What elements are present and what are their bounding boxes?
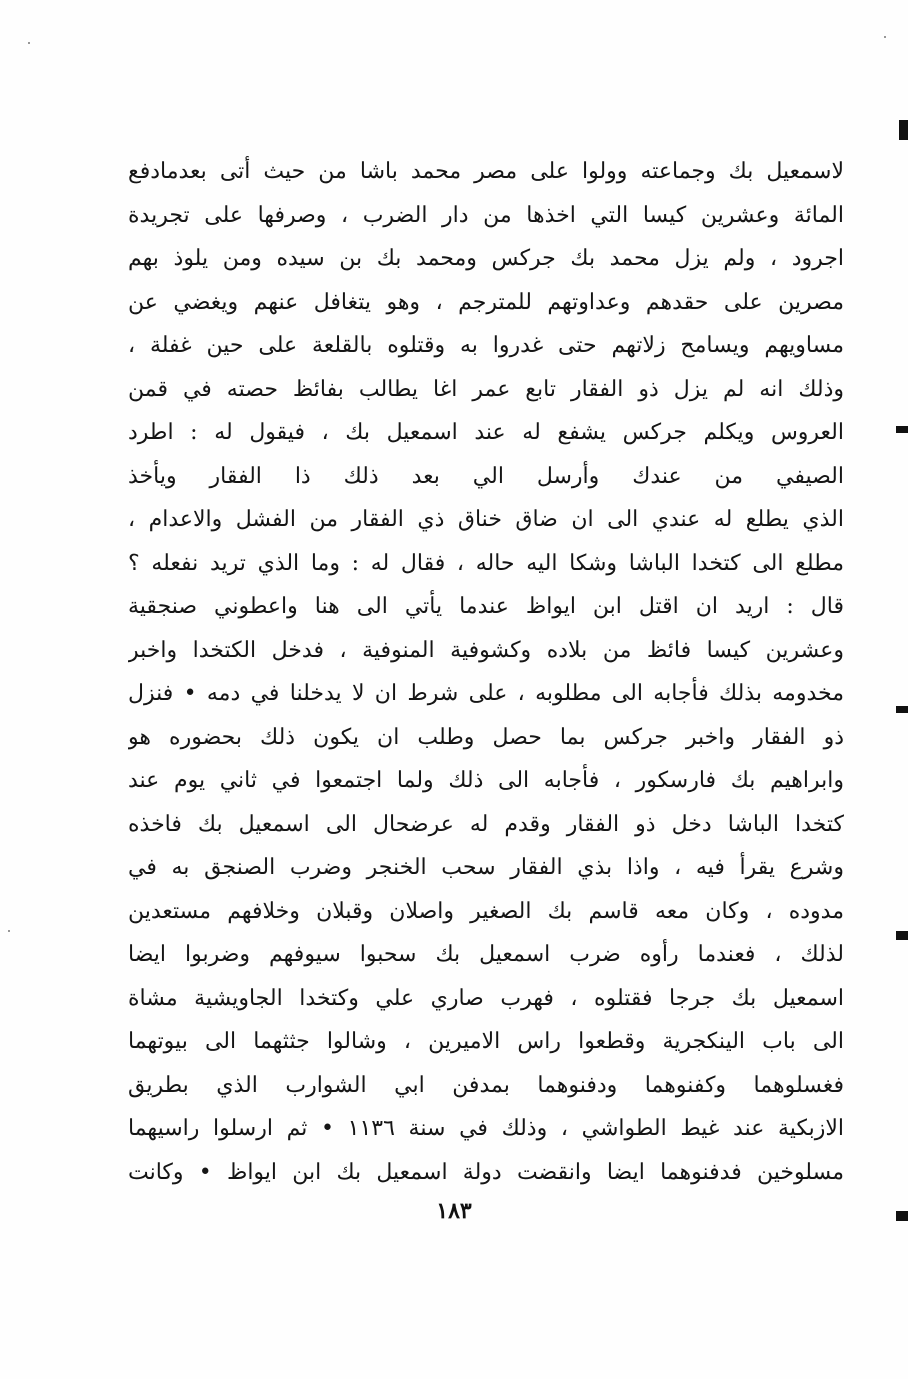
- text-line: الذي يطلع له عندي الى ان ضاق خناق ذي الفقار من الفشل والاعدام ،: [128, 507, 844, 532]
- text-line: مساويهم ويسامح زلاتهم حتى غدروا به وقتلوه بالقلعة على حين غفلة ،: [128, 333, 844, 358]
- scan-speck: [8, 930, 10, 932]
- text-line: الى باب الينكجرية وقطعوا راس الاميرين ، وشالوا جثثهما الى بيوتهما: [128, 1029, 844, 1054]
- text-line: وشرع يقرأ فيه ، واذا بذي الفقار سحب الخنجر وضرب الصنجق به في: [128, 855, 844, 880]
- text-line: وعشرين كيسا فائظ من بلاده وكشوفية المنوفية ، فدخل الكتخدا واخبر: [128, 637, 844, 663]
- text-line: لذلك ، فعندما رأوه ضرب اسمعيل بك سحبوا سيوفهم وضربوا ايضا: [128, 942, 844, 967]
- text-line: فغسلوهما وكفنوهما ودفنوهما بمدفن ابي الشوارب الذي بطريق: [128, 1072, 844, 1098]
- text-line: مدوده ، وكان معه قاسم بك الصغير واصلان وقبلان وخلافهم مستعدين: [128, 898, 844, 924]
- text-line: اسمعيل بك جرجا فقتلوه ، فهرب صاري علي وكتخدا الجاويشية مشاة: [128, 985, 844, 1011]
- text-line: الصيفي من عندك وأرسل الي بعد ذلك ذا الفقار ويأخذ: [128, 463, 844, 489]
- body-text: [128, 150, 844, 1194]
- text-line: وذلك انه لم يزل ذو الفقار تابع عمر اغا يطالب بفائظ حصته في قمن: [128, 376, 844, 402]
- text-line: مصرين على حقدهم وعداوتهم للمترجم ، وهو يتغافل عنهم ويغضي عن: [128, 289, 844, 315]
- scan-speck: [28, 42, 30, 44]
- scan-speck: [884, 36, 886, 38]
- text-line: الازبكية عند غيط الطواشي ، وذلك في سنة ١١٣٦ • ثم ارسلوا راسيهما: [128, 1116, 844, 1141]
- text-line: ذو الفقار واخبر جركس بما حصل وطلب ان يكون ذلك بحضوره هو: [128, 724, 844, 750]
- edge-mark: [896, 706, 908, 713]
- text-line: لاسمعيل بك وجماعته وولوا على مصر محمد باشا من حيث أتى بعدمادفع: [128, 159, 844, 184]
- edge-mark: [896, 426, 908, 433]
- edge-mark: [896, 931, 908, 940]
- text-line: المائة وعشرين كيسا التي اخذها من دار الضرب ، وصرفها على تجريدة: [128, 202, 844, 228]
- edge-mark: [896, 1211, 908, 1221]
- text-line: مخدومه بذلك فأجابه الى مطلوبه ، على شرط ان لا يدخلنا في دمه • فنزل: [128, 681, 844, 706]
- edge-mark: [899, 120, 908, 140]
- text-line: وابراهيم بك فارسكور ، فأجابه الى ذلك ولما اجتمعوا في ثاني يوم عند: [128, 768, 844, 793]
- text-line: مسلوخين فدفنوهما ايضا وانقضت دولة اسمعيل بك ابن ايواظ • وكانت: [128, 1159, 844, 1185]
- page-number: ١٨٣: [436, 1198, 472, 1224]
- text-line: مطلع الى كتخدا الباشا وشكا اليه حاله ، فقال له : وما الذي تريد نفعله ؟: [128, 550, 844, 576]
- text-line: قال : اريد ان اقتل ابن ايواظ عندما يأتي الى هنا واعطوني صنجقية: [128, 594, 844, 619]
- text-line: العروس ويكلم جركس يشفع له عند اسمعيل بك ، فيقول له : اطرد: [128, 420, 844, 445]
- text-line: اجرود ، ولم يزل محمد بك جركس ومحمد بك بن سيده ومن يلوذ بهم: [128, 246, 844, 271]
- text-line: كتخدا الباشا دخل ذو الفقار وقدم له عرضحال الى اسمعيل بك فاخذه: [128, 811, 844, 837]
